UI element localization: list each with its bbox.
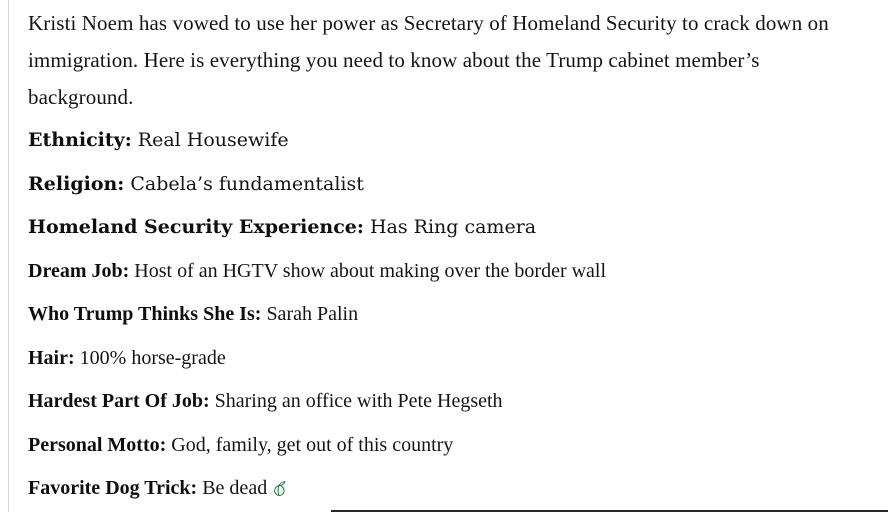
fact-label: Ethnicity: (28, 129, 132, 151)
fact-value: Be dead (202, 477, 268, 499)
fact-label: Who Trump Thinks She Is: (28, 303, 262, 325)
fact-value: God, family, get out of this country (171, 433, 454, 456)
fact-value: Sarah Palin (266, 303, 359, 325)
fact-value: Sharing an office with Pete Hegseth (214, 390, 503, 412)
fact-value: 100% horse-grade (79, 346, 226, 369)
fact-label: Religion: (28, 172, 125, 195)
article-body (28, 5, 862, 512)
fact-value: Has Ring camera (369, 216, 537, 238)
fact-row-who-trump-thinks-she-is (28, 301, 862, 327)
intro-paragraph: Kristi Noem has vowed to use her power as Secretary of Homeland Security to crack down on immigration. Here is everything you need to know about the Trump cabinet member’s background. (28, 11, 829, 109)
fact-label: Homeland Security Experience: (28, 216, 364, 238)
fact-row-ethnicity (28, 127, 862, 153)
fact-value: Cabela’s fundamentalist (130, 172, 364, 195)
fact-value: Host of an HGTV show about making over the border wall (134, 259, 607, 282)
fact-row-hair (28, 345, 862, 371)
fact-row-hardest-part-of-job (28, 388, 862, 414)
left-vertical-rule (8, 0, 9, 512)
fact-label: Hair: (28, 346, 75, 369)
fact-row-personal-motto (28, 432, 862, 458)
fact-row-religion (28, 171, 862, 197)
fact-value: Real Housewife (137, 129, 289, 151)
fact-row-dream-job (28, 258, 862, 284)
fact-label: Personal Motto: (28, 433, 167, 456)
onion-logo-icon (271, 478, 288, 504)
fact-row-homeland-security-experience (28, 214, 862, 240)
fact-row-favorite-dog-trick (28, 475, 862, 504)
fact-label: Dream Job: (28, 259, 130, 282)
fact-label: Hardest Part Of Job: (28, 390, 210, 412)
fact-label: Favorite Dog Trick: (28, 477, 198, 499)
